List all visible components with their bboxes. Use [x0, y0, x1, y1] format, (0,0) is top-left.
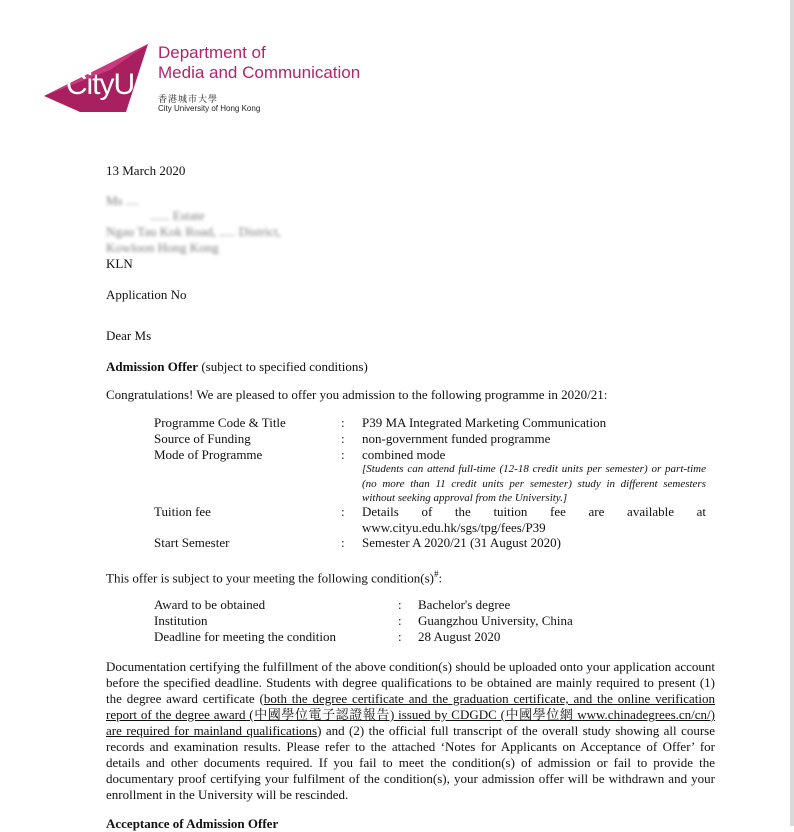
- condition-intro-end: :: [438, 570, 443, 586]
- offer-heading: [106, 359, 368, 375]
- deadline-label: Deadline for meeting the condition: [154, 629, 336, 644]
- award-label: Award to be obtained: [154, 597, 266, 612]
- logo-text: CityU: [65, 68, 135, 101]
- address-line-2: ...... Estate: [150, 208, 205, 223]
- start-semester-label: Start Semester: [154, 535, 230, 550]
- colon: :: [398, 597, 402, 612]
- colon: :: [341, 431, 345, 446]
- department-line-2: Media and Communication: [158, 63, 361, 82]
- documentation-text-1: Documentation certifying the fulfillment of the above condition(s) should be uploaded onto your application account before the specified deadline. Students with degree qualifications to be obtained are mainly required to present (1) the degree award certificate (: [106, 659, 715, 706]
- university-name-english: City University of Hong Kong: [158, 104, 261, 113]
- funding-label: Source of Funding: [154, 431, 251, 446]
- page-edge: [790, 0, 794, 826]
- documentation-paragraph: [106, 659, 715, 803]
- colon: :: [341, 504, 345, 519]
- department-name: [158, 43, 360, 83]
- funding-value: non-government funded programme: [362, 431, 551, 446]
- mode-label: Mode of Programme: [154, 447, 263, 462]
- tuition-fee-label: Tuition fee: [154, 504, 211, 519]
- deadline-value: 28 August 2020: [418, 629, 501, 644]
- colon: :: [398, 613, 402, 628]
- documentation-text-2: ) and (2) the official full transcript of the overall study showing all course records and examination results. Please refer to the attached ‘Notes for Applicants on Acceptance of Offer’ for details and other documents required. If you fail to meet the condition(s) of admission or fail to provide the documentary proof certifying your fulfilment of the condition(s), your admission offer will be withdrawn and your enrollment in the University will be rescinded.: [106, 723, 715, 802]
- colon: :: [341, 447, 345, 462]
- mode-value: combined mode: [362, 447, 446, 462]
- address-line-1: Ms ....: [106, 193, 139, 208]
- letter-date: 13 March 2020: [106, 163, 186, 178]
- condition-intro-text: This offer is subject to your meeting the following condition(s): [106, 570, 434, 586]
- documentation-underlined: both the degree certificate and the graduation certificate, and the online verification report of the degree award (中國學位電子認證報告) issued by CDGDC (中國學位網 www.chinadegrees.cn/cn/) are required for mainland qualifications: [106, 691, 715, 738]
- offer-heading-rest: (subject to specified conditions): [198, 359, 368, 374]
- colon: :: [341, 415, 345, 430]
- mode-note: [Students can attend full-time (12-18 credit units per semester) or part-time (no more than 11 credit units per semester) study in different semesters without seeking approval from the University.]: [362, 463, 706, 504]
- condition-footnote-mark: #: [433, 569, 439, 579]
- department-line-1: Department of: [158, 43, 266, 62]
- tuition-fee-value: Details of the tuition fee are available at www.cityu.edu.hk/sgs/tpg/fees/P39: [362, 504, 706, 535]
- colon: :: [341, 535, 345, 550]
- salutation: Dear Ms: [106, 328, 152, 343]
- application-number: Application No: [106, 287, 187, 302]
- congratulations-line: Congratulations! We are pleased to offer you admission to the following programme in 2020/21:: [106, 387, 608, 402]
- condition-intro: [106, 566, 442, 586]
- address-line-3: Ngau Tau Kok Road, ..... District,: [106, 224, 282, 239]
- programme-code-label: Programme Code & Title: [154, 415, 286, 430]
- start-semester-value: Semester A 2020/21 (31 August 2020): [362, 535, 561, 550]
- acceptance-heading: Acceptance of Admission Offer: [106, 816, 279, 831]
- colon: :: [398, 629, 402, 644]
- award-value: Bachelor's degree: [418, 597, 511, 612]
- institution-value: Guangzhou University, China: [418, 613, 573, 628]
- institution-label: Institution: [154, 613, 208, 628]
- address-line-5: KLN: [106, 256, 133, 271]
- cityu-logo: [40, 40, 370, 120]
- university-name-chinese: 香港城市大學: [158, 95, 219, 105]
- offer-heading-bold: Admission Offer: [106, 359, 199, 374]
- address-line-4: Kowloon Hong Kong: [106, 240, 219, 255]
- programme-code-value: P39 MA Integrated Marketing Communication: [362, 415, 607, 430]
